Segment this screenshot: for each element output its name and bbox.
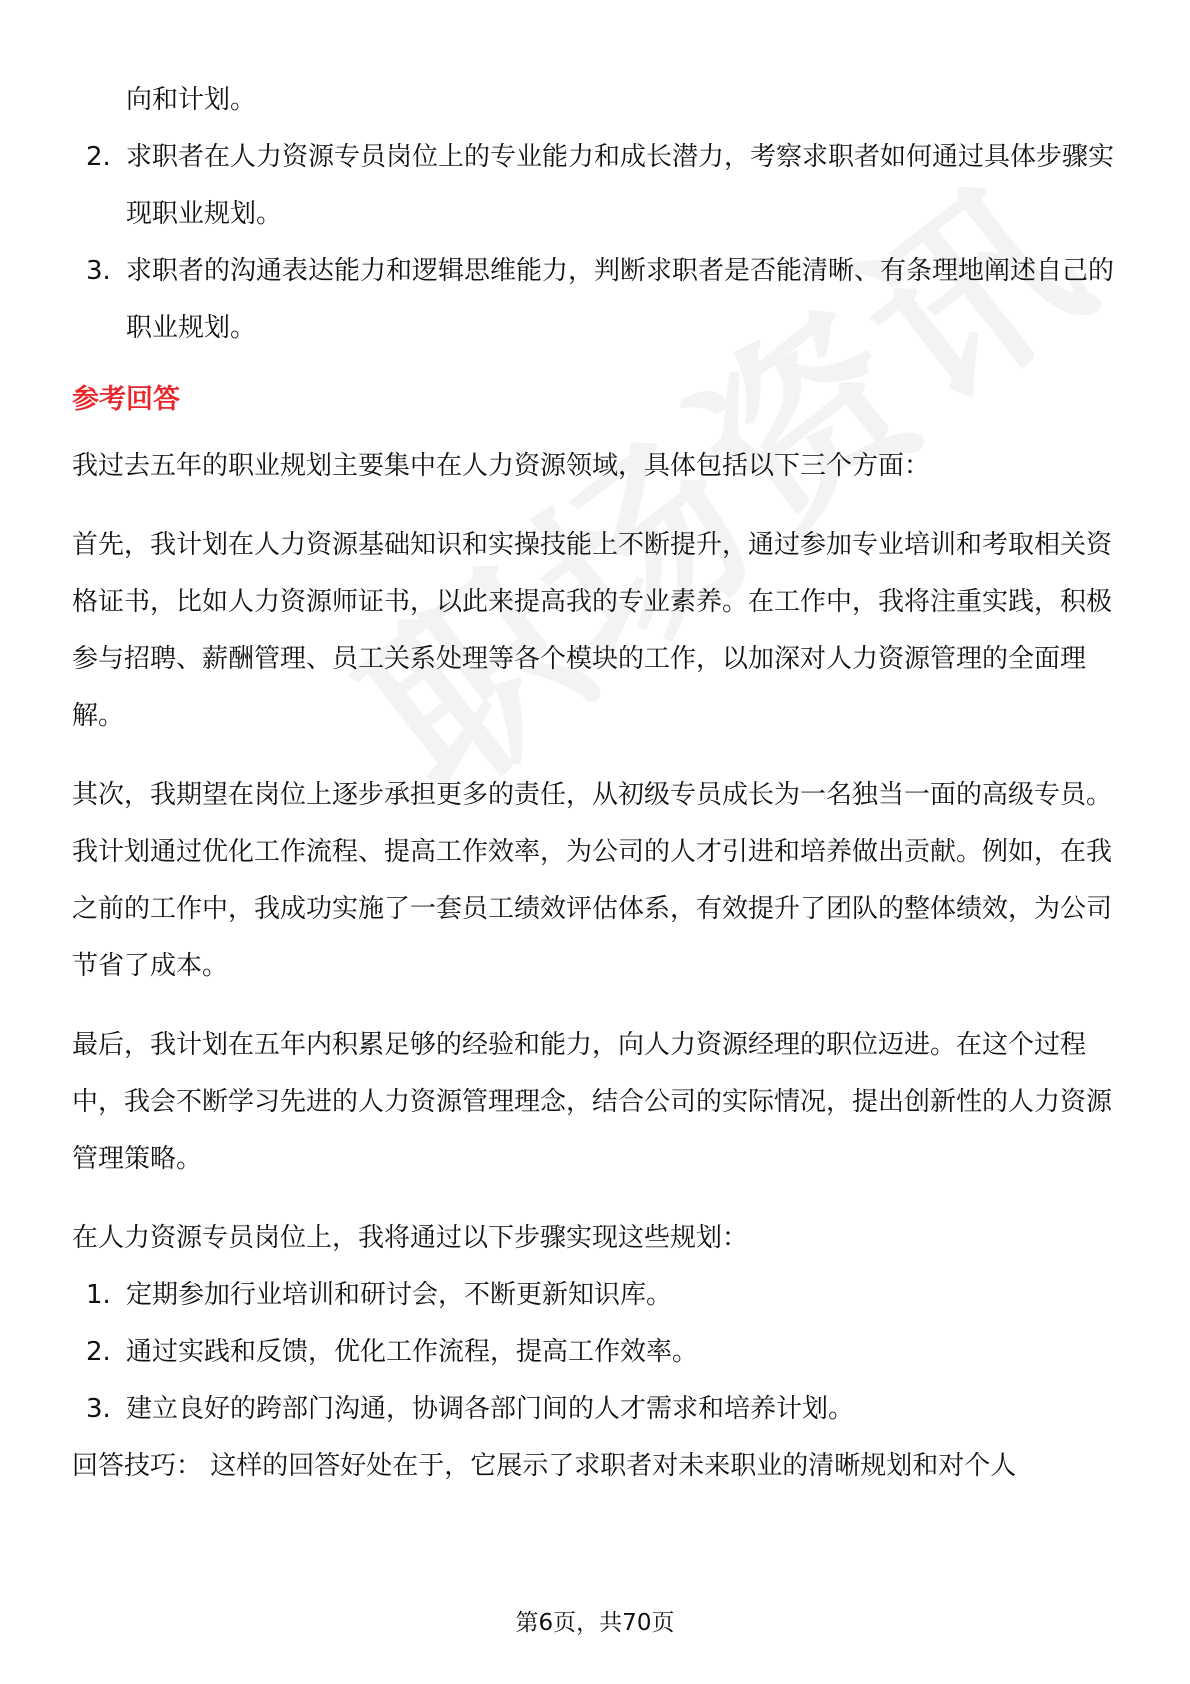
list-item-text: 求职者的沟通表达能力和逻辑思维能力，判断求职者是否能清晰、有条理地阐述自己的职业规划。 (126, 256, 1115, 343)
reference-answer-heading: 参考回答 (72, 384, 180, 415)
answer-paragraph-steps-intro: 在人力资源专员岗位上，我将通过以下步骤实现这些规划： (72, 1223, 749, 1253)
criteria-item (72, 243, 1122, 357)
list-number: 3. (86, 1394, 111, 1424)
list-item-text: 求职者在人力资源专员岗位上的专业能力和成长潜力，考察求职者如何通过具体步骤实现职业规划。 (126, 142, 1115, 229)
criteria-list (72, 129, 1122, 357)
answer-paragraph-intro: 我过去五年的职业规划主要集中在人力资源领域，具体包括以下三个方面： (72, 451, 931, 481)
answer-paragraph-second: 其次，我期望在岗位上逐步承担更多的责任，从初级专员成长为一名独当一面的高级专员。我计划通过优化工作流程、提高工作效率，为公司的人才引进和培养做出贡献。例如，在我之前的工作中，我成功实施了一套员工绩效评估体系，有效提升了团队的整体绩效，为公司节省了成本。 (72, 780, 1113, 981)
page-content (72, 72, 1122, 1495)
criteria-item (72, 129, 1122, 243)
list-item-text: 定期参加行业培训和研讨会，不断更新知识库。 (126, 1280, 673, 1310)
list-number: 2. (86, 1337, 111, 1367)
criteria-continuation: 向和计划。 (126, 85, 257, 115)
step-item (72, 1267, 1122, 1324)
step-item (72, 1324, 1122, 1381)
list-number: 2. (86, 142, 111, 172)
list-item-text: 建立良好的跨部门沟通，协调各部门间的人才需求和培养计划。 (126, 1394, 855, 1424)
list-number: 3. (86, 256, 111, 286)
list-number: 1. (86, 1280, 111, 1310)
list-item-text: 通过实践和反馈，优化工作流程，提高工作效率。 (126, 1337, 699, 1367)
steps-list (72, 1267, 1122, 1438)
answer-paragraph-last: 最后，我计划在五年内积累足够的经验和能力，向人力资源经理的职位迈进。在这个过程中，我会不断学习先进的人力资源管理理念，结合公司的实际情况，提出创新性的人力资源管理策略。 (72, 1030, 1113, 1174)
step-item (72, 1381, 1122, 1438)
page-number-footer: 第6页，共70页 (515, 1610, 675, 1636)
answer-paragraph-first: 首先，我计划在人力资源基础知识和实操技能上不断提升，通过参加专业培训和考取相关资格证书，比如人力资源师证书，以此来提高我的专业素养。在工作中，我将注重实践，积极参与招聘、薪酬管理、员工关系处理等各个模块的工作，以加深对人力资源管理的全面理解。 (72, 530, 1113, 731)
answer-tips: 回答技巧： 这样的回答好处在于，它展示了求职者对未来职业的清晰规划和对个人 (72, 1451, 1017, 1481)
